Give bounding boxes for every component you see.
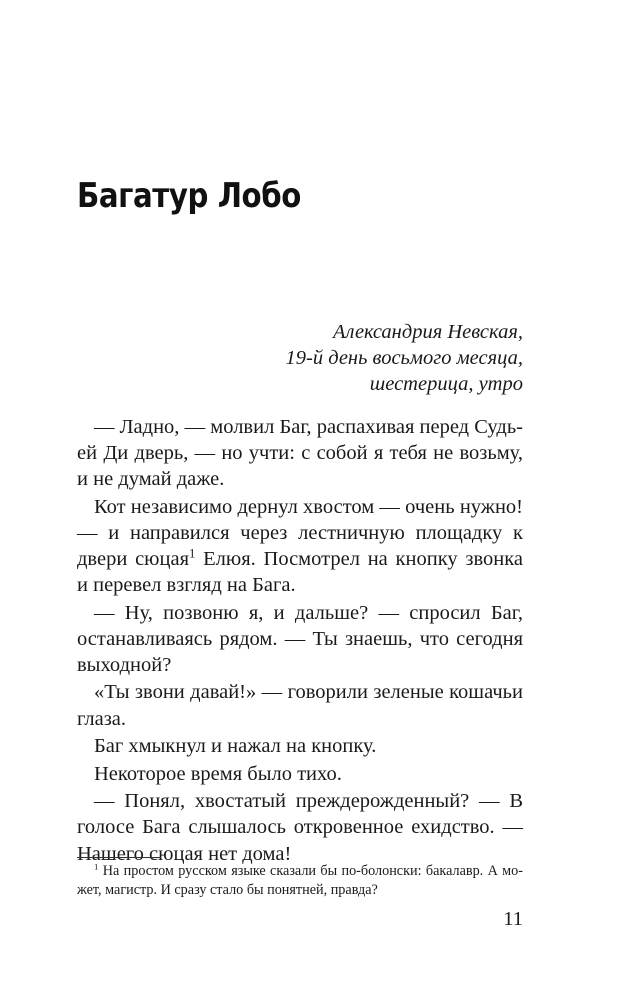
epigraph-line: шестерица, утро [369,373,523,395]
chapter-title: Багатур Лобо [77,176,301,216]
paragraph-text: Елюя. Посмотрел на кнопку звонка и перевел взгляд на Бага. [77,547,523,597]
paragraph: — Ну, позвоню я, и дальше? — спросил Баг, останавливаясь рядом. — Ты знаешь, что сегодня выходной? [77,601,523,676]
footnote-text: На простом русском языке сказали бы по-болонски: бакалавр. А может, магистр. И сразу стало бы понятней, правда? [77,863,523,898]
paragraph: Баг хмыкнул и нажал на кнопку. [94,735,377,758]
paragraph: — Понял, хвостатый преждерожденный? — В голосе Бага слышалось откровенное ехидство. — Нашего сюцая нет дома! [77,790,523,865]
footnote-divider [77,857,161,858]
paragraph: «Ты звони давай!» — говорили зеленые кошачьи глаза. [77,681,523,730]
paragraph: Некоторое время было тихо. [94,762,342,785]
body-text [77,414,523,868]
epigraph-line: Александрия Невская, [332,321,523,343]
epigraph [286,319,523,397]
paragraph: — Ладно, — молвил Баг, распахивая перед Судьей Ди дверь, — но учти: с собой я тебя не возьму, и не думай даже. [77,416,523,491]
epigraph-line: 19-й день восьмого месяца, [285,347,523,369]
footnote-reference: 1 [189,546,196,561]
footnote-marker: 1 [94,861,99,872]
paragraph [77,494,523,598]
paragraph-text: Кот независимо дернул хвостом — очень нужно! — и направился через лестничную площадку к двери сюцая [77,495,523,570]
page-number: 11 [503,908,523,930]
footnote [77,862,523,899]
